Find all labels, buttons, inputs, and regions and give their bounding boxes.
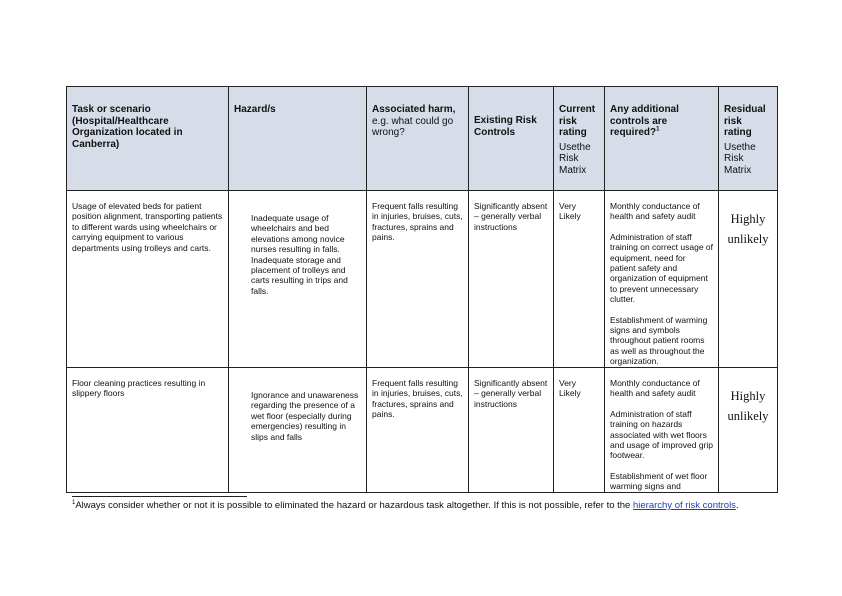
risk-assessment-table — [66, 86, 778, 493]
cell-controls — [605, 191, 719, 368]
cell-current: Very Likely — [554, 191, 605, 368]
cell-task: Usage of elevated beds for patient position alignment, transporting patients to different wards using wheelchairs or carrying equipment to various departments using trolleys and carts. — [67, 191, 229, 368]
header-hazard: Hazard/s — [229, 87, 367, 191]
cell-hazard: Inadequate usage of wheelchairs and bed elevations among novice nurses resulting in falls. Inadequate storage and placement of trolleys and carts resulting in trips and falls. — [229, 191, 367, 368]
cell-existing: Significantly absent – generally verbal instructions — [469, 368, 554, 493]
header-residual-label: Residual risk rating — [724, 104, 766, 138]
cell-controls — [605, 368, 719, 493]
control-item: Monthly conductance of health and safety audit — [610, 378, 700, 399]
header-residual-rating — [719, 87, 778, 191]
footnote-end: . — [735, 500, 739, 511]
cell-residual: Highly unlikely — [719, 191, 778, 368]
cell-harm: Frequent falls resulting in injuries, bruises, cuts, fractures, sprains and pains. — [367, 368, 469, 493]
control-item: Establishment of warming signs and symbols throughout patient rooms as well as throughout the organization. — [610, 314, 708, 367]
table-header-row — [67, 87, 778, 191]
table-row — [67, 191, 778, 368]
header-current-rating — [554, 87, 605, 191]
cell-current: Very Likely — [554, 368, 605, 493]
footnote-ref: 1 — [656, 126, 660, 133]
header-harm-sub: e.g. what could go wrong? — [372, 115, 454, 138]
cell-hazard: Ignorance and unawareness regarding the presence of a wet floor (especially during emergencies) resulting in slips and falls — [229, 368, 367, 493]
control-item: Establishment of wet floor warming signs and — [610, 470, 708, 492]
cell-residual: Highly unlikely — [719, 368, 778, 493]
footnote-text: Always consider whether or not it is possible to eliminated the hazard or hazardous task altogether. If this is not possible, refer to the — [75, 500, 633, 511]
header-harm-label: Associated harm, — [372, 104, 456, 115]
header-current-sub: Usethe Risk Matrix — [559, 141, 591, 176]
header-additional-label: Any additional controls are required? — [610, 104, 679, 138]
control-item: Monthly conductance of health and safety audit — [610, 201, 700, 222]
cell-existing: Significantly absent – generally verbal instructions — [469, 191, 554, 368]
cell-task: Floor cleaning practices resulting in slippery floors — [67, 368, 229, 493]
table-row — [67, 368, 778, 493]
header-additional-controls — [605, 87, 719, 191]
control-item: Administration of staff training on correct usage of equipment, need for patient safety and organization of equipment to prevent unnecessary clutter. — [610, 231, 714, 305]
footnote-divider — [72, 496, 247, 497]
control-item: Administration of staff training on hazards associated with wet floors and usage of improved grip footwear. — [610, 408, 714, 461]
hierarchy-of-risk-controls-link[interactable]: hierarchy of risk controls — [632, 500, 736, 511]
header-existing-controls: Existing Risk Controls — [469, 87, 554, 191]
cell-harm: Frequent falls resulting in injuries, bruises, cuts, fractures, sprains and pains. — [367, 191, 469, 368]
header-task: Task or scenario (Hospital/Healthcare Organization located in Canberra) — [67, 87, 229, 191]
header-residual-sub: Usethe Risk Matrix — [724, 141, 756, 176]
footnote-marker: 1 — [72, 499, 76, 506]
header-current-label: Current risk rating — [559, 104, 596, 138]
footnote — [72, 500, 772, 513]
header-harm — [367, 87, 469, 191]
